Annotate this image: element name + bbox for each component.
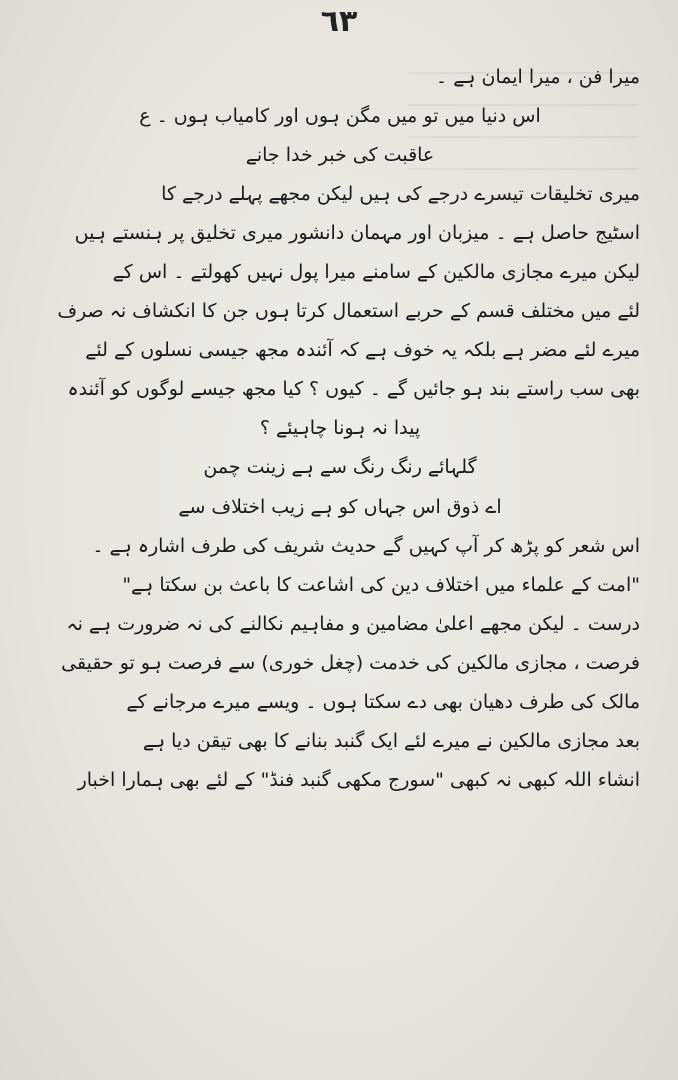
text-line: مالک کی طرف دھیان بھی دے سکتا ہوں ۔ ویسے میرے مرجانے کے [126,690,640,713]
text-line: پیدا نہ ہونا چاہیئے ؟ [259,417,421,440]
text-line: اس شعر کو پڑھ کر آپ کہیں گے حدیث شریف کی طرف اشارہ ہے ۔ [92,534,640,557]
verse-line: گلہائے رنگ رنگ سے ہے زینت چمن [203,456,477,479]
text-line: درست ۔ لیکن مجھے اعلیٰ مضامین و مفاہیم نکالنے کی نہ ضرورت ہے نہ [66,612,640,635]
page-number: ٦٣ [320,4,358,39]
text-line: "امت کے علماء میں اختلاف دین کی اشاعت کا باعث بن سکتا ہے" [122,573,640,596]
text-line: عاقبت کی خبر خدا جانے [245,144,435,167]
text-line: میرا فن ، میرا ایمان ہے ۔ [436,66,640,88]
text-line: لیکن میرے مجازی مالکین کے سامنے میرا پول نہیں کھولتے ۔ اس کے [112,261,640,284]
text-line: لئے میں مختلف قسم کے حربے استعمال کرتا ہوں جن کا انکشاف نہ صرف [57,300,640,323]
text-line: میرے لئے مضر ہے بلکہ یہ خوف ہے کہ آئندہ مجھ جیسی نسلوں کے لئے [85,339,640,362]
verse-line: اے ذوق اس جہاں کو ہے زیب اختلاف سے [178,495,502,518]
body-text [40,58,640,800]
text-line: میری تخلیقات تیسرے درجے کی ہیں لیکن مجھے پہلے درجے کا [161,183,640,206]
text-line: انشاء اللہ کبھی نہ کبھی "سورج مکھی گنبد فنڈ" کے لئے بھی ہمارا اخبار [77,768,640,791]
text-line: بھی سب راستے بند ہو جائیں گے ۔ کیوں ؟ کیا مجھ جیسے لوگوں کو آئندہ [67,378,640,401]
text-line: اس دنیا میں تو میں مگن ہوں اور کامیاب ہوں ۔ ع [139,105,541,128]
text-line: فرصت ، مجازی مالکین کی خدمت (چغل خوری) سے فرصت ہو تو حقیقی [61,651,640,674]
text-line: اسٹیج حاصل ہے ۔ میزبان اور مہمان دانشور میری تخلیق پر ہنستے ہیں [74,222,640,245]
text-line: بعد مجازی مالکین نے میرے لئے ایک گنبد بنانے کا بھی تیقن دیا ہے [142,729,640,752]
